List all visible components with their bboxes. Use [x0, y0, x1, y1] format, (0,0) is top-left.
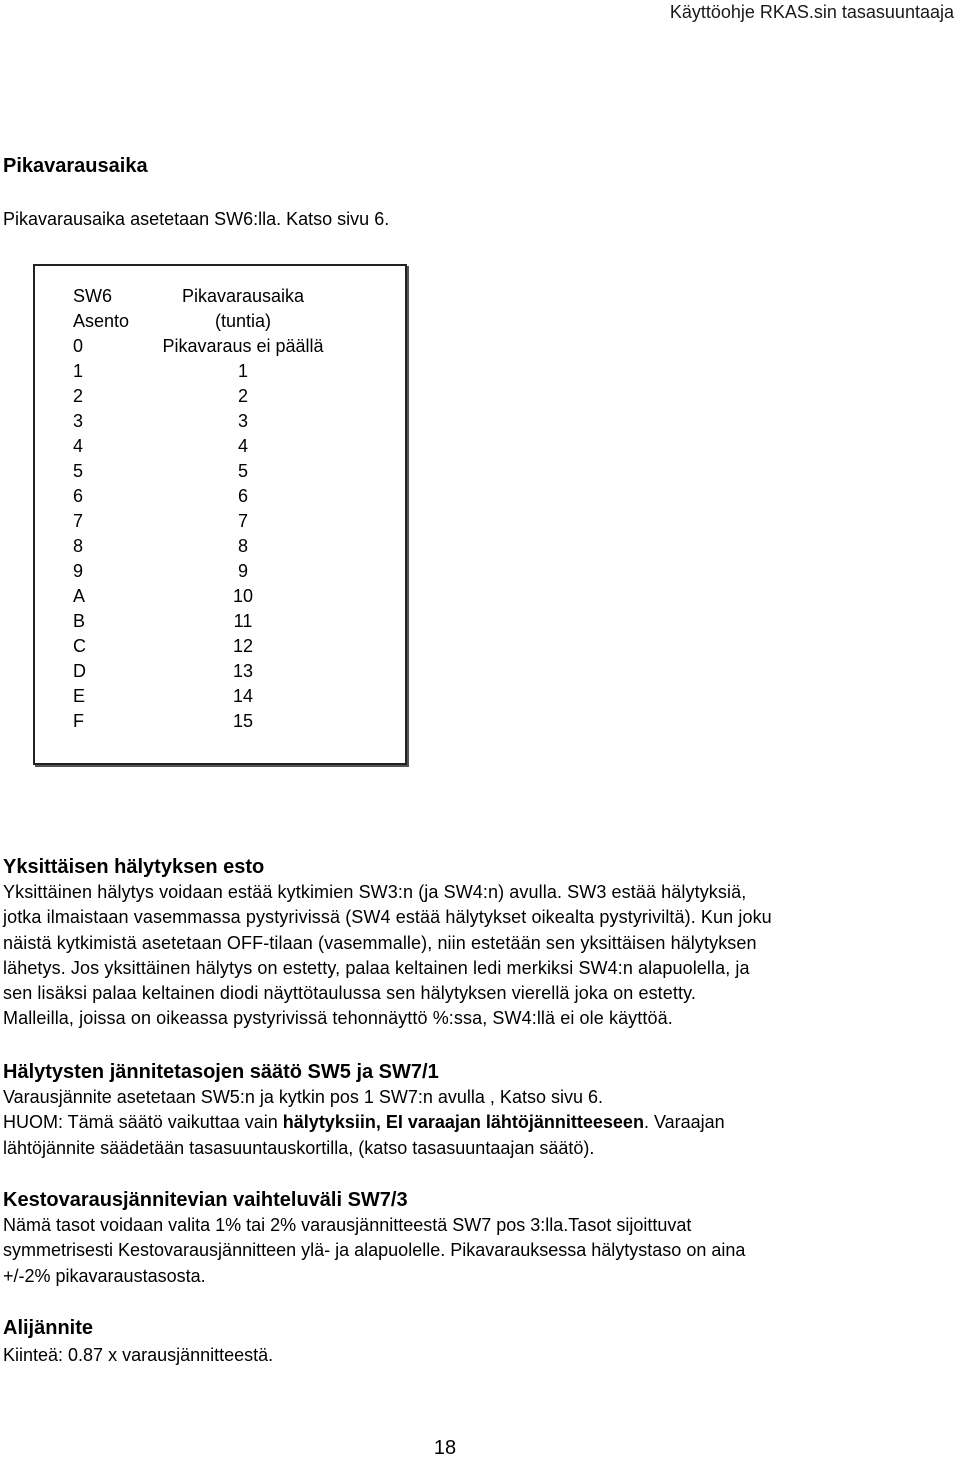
- table-row: [35, 709, 405, 734]
- heading-alijannite: Alijännite: [3, 1317, 94, 1339]
- table-cell: B: [73, 611, 86, 631]
- table-row: [35, 534, 405, 559]
- table-cell: 8: [73, 536, 84, 556]
- paragraph-text: . Varaajan: [643, 1112, 725, 1133]
- table-cell: 7: [73, 511, 84, 531]
- document-header-title: Käyttöohje RKAS.sin tasasuuntaaja: [669, 2, 954, 22]
- paragraph-line: jotka ilmaistaan vasemmassa pystyrivissä (SW4 estää hälytykset oikealta pystyriviltä). Kun joku: [3, 907, 772, 928]
- paragraph-line: Varausjännite asetetaan SW5:n ja kytkin pos 1 SW7:n avulla , Katso sivu 6.: [3, 1087, 603, 1107]
- table-row: [35, 559, 405, 584]
- table-cell: 6: [237, 486, 248, 506]
- table-header-cell: SW6: [73, 286, 113, 306]
- table-cell: 14: [232, 686, 254, 706]
- paragraph-line: lähtöjännite säädetään tasasuuntauskortilla, (katso tasasuuntaajan säätö).: [3, 1137, 595, 1158]
- table-row: [35, 634, 405, 659]
- table-row: [35, 484, 405, 509]
- table-row: [35, 584, 405, 609]
- table-cell: 7: [237, 511, 248, 531]
- paragraph-kestovarausjannitevian: [3, 1213, 745, 1289]
- paragraph-line: sen lisäksi palaa keltainen diodi näyttötaulussa sen hälytyksen vierellä joka on estetty.: [3, 983, 696, 1004]
- paragraph-text: HUOM: Tämä säätö vaikuttaa vain: [3, 1112, 283, 1133]
- paragraph-line: näistä kytkimistä asetetaan OFF-tilaan (vasemmalle), niin estetään sen yksittäisen hälytyksen: [3, 932, 757, 953]
- paragraph-line: Malleilla, joissa on oikeassa pystyrivissä tehonnäyttö %:ssa, SW4:llä ei ole käyttöä.: [3, 1008, 673, 1029]
- heading-jannitetasojen-saato: Hälytysten jännitetasojen säätö SW5 ja SW7/1: [3, 1061, 439, 1083]
- table-cell: 9: [237, 561, 248, 581]
- paragraph-line: Nämä tasot voidaan valita 1% tai 2% varausjännitteestä SW7 pos 3:lla.Tasot sijoittuvat: [3, 1215, 692, 1235]
- table-header-row: [35, 284, 405, 309]
- pikavarausaika-intro: Pikavarausaika asetetaan SW6:lla. Katso sivu 6.: [3, 209, 390, 229]
- table-cell: 0: [73, 336, 84, 356]
- table-cell: 5: [237, 461, 248, 481]
- table-cell: 1: [73, 361, 84, 381]
- paragraph-halytyksen-esto: [3, 880, 772, 1032]
- table-cell: Pikavaraus ei päällä: [162, 336, 324, 356]
- table-cell: 15: [232, 711, 254, 731]
- table-cell: 3: [73, 411, 84, 431]
- paragraph-line: lähetys. Jos yksittäinen hälytys on estetty, palaa keltainen ledi merkiksi SW4:n alapuolella, ja: [3, 957, 750, 978]
- table-header-row: [35, 309, 405, 334]
- table-row: [35, 459, 405, 484]
- table-cell: 2: [73, 386, 84, 406]
- table-cell: 5: [73, 461, 84, 481]
- table-cell: 9: [73, 561, 84, 581]
- paragraph-jannitetasojen-saato: [3, 1085, 725, 1161]
- table-row: [35, 359, 405, 384]
- table-cell: 3: [237, 411, 248, 431]
- table-row: [35, 384, 405, 409]
- table-cell: E: [73, 686, 86, 706]
- table-cell: D: [73, 661, 86, 681]
- table-cell: 13: [232, 661, 254, 681]
- table-row: [35, 509, 405, 534]
- table-row: [35, 684, 405, 709]
- table-cell: 1: [237, 361, 248, 381]
- table-row: [35, 609, 405, 634]
- table-cell: C: [73, 636, 86, 656]
- paragraph-line: +/-2% pikavaraustasosta.: [3, 1265, 206, 1286]
- heading-pikavarausaika: Pikavarausaika: [3, 155, 148, 177]
- table-cell: 11: [233, 611, 253, 631]
- table-cell: F: [73, 711, 84, 731]
- table-cell: 6: [73, 486, 84, 506]
- table-row: [35, 409, 405, 434]
- table-cell: 4: [73, 436, 84, 456]
- table-cell: 4: [237, 436, 248, 456]
- alijannite-text: Kiinteä: 0.87 x varausjännitteestä.: [3, 1345, 274, 1365]
- heading-kestovarausjannitevian: Kestovarausjännitevian vaihteluväli SW7/3: [3, 1189, 408, 1211]
- table-row: [35, 334, 405, 359]
- paragraph-line: [3, 1110, 725, 1135]
- table-cell: 8: [237, 536, 248, 556]
- table-row: [35, 434, 405, 459]
- table-header-cell: Pikavarausaika: [181, 286, 305, 306]
- pikavarausaika-table: [33, 264, 407, 765]
- table-cell: A: [73, 586, 86, 606]
- paragraph-line: Yksittäinen hälytys voidaan estää kytkimien SW3:n (ja SW4:n) avulla. SW3 estää hälytyksiä,: [3, 882, 747, 902]
- paragraph-line: symmetrisesti Kestovarausjännitteen ylä- ja alapuolelle. Pikavarauksessa hälytystaso on aina: [3, 1240, 746, 1261]
- table-cell: 10: [232, 586, 254, 606]
- table-cell: 2: [237, 386, 248, 406]
- page-number: 18: [433, 1437, 457, 1459]
- table-cell: 12: [232, 636, 254, 656]
- emphasis-text: hälytyksiin, EI varaajan lähtöjännitteeseen: [282, 1112, 644, 1133]
- table-row: [35, 659, 405, 684]
- table-header-cell: (tuntia): [214, 311, 272, 331]
- table-header-cell: Asento: [73, 311, 130, 331]
- heading-halytyksen-esto: Yksittäisen hälytyksen esto: [3, 856, 265, 878]
